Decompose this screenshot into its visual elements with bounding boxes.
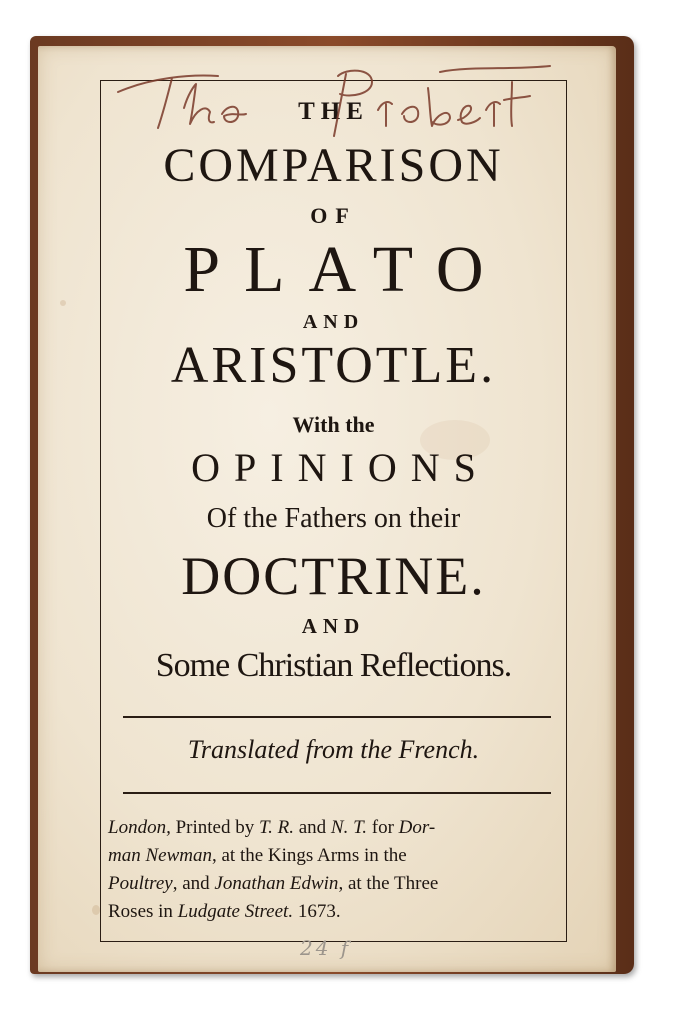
imprint-date: 1673. bbox=[293, 901, 341, 922]
title-the: THE bbox=[298, 98, 369, 125]
imprint-line-3 bbox=[108, 870, 556, 898]
imprint-text: for bbox=[367, 817, 399, 838]
foxing-spot bbox=[60, 300, 66, 306]
subtitle-doctrine: DOCTRINE. bbox=[181, 546, 486, 606]
imprint-place: Poultrey bbox=[108, 873, 173, 894]
imprint-printer: N. T. bbox=[330, 817, 368, 838]
imprint-text: and bbox=[293, 817, 331, 838]
subtitle-fathers: Of the Fathers on their bbox=[206, 503, 461, 534]
translated-note: Translated from the French. bbox=[187, 735, 480, 764]
imprint bbox=[108, 814, 556, 926]
foxing-spot bbox=[92, 905, 100, 915]
pencil-annotation: 24 f bbox=[300, 936, 352, 960]
title-aristotle: ARISTOTLE. bbox=[170, 337, 497, 394]
subtitle-opinions: OPINIONS bbox=[191, 445, 490, 490]
imprint-bookseller: man Newman bbox=[108, 845, 212, 866]
title-comparison: COMPARISON bbox=[163, 139, 504, 192]
imprint-line-1 bbox=[108, 814, 556, 842]
imprint-printer: T. R. bbox=[258, 817, 294, 838]
imprint-bookseller: Dor- bbox=[398, 817, 436, 838]
divider-rule bbox=[123, 716, 551, 718]
imprint-line-4 bbox=[108, 898, 556, 926]
title-plato: PLATO bbox=[183, 233, 508, 306]
imprint-text: , and bbox=[172, 873, 215, 894]
title-and-1: AND bbox=[302, 311, 365, 333]
subtitle-and-2: AND bbox=[301, 614, 366, 638]
divider-rule bbox=[123, 792, 551, 794]
subtitle-reflections: Some Christian Reflections. bbox=[155, 647, 512, 684]
imprint-place: Ludgate Street. bbox=[177, 901, 294, 922]
title-of: OF bbox=[310, 203, 357, 228]
imprint-text: , at the Kings Arms in the bbox=[211, 845, 407, 866]
imprint-bookseller: Jonathan Edwin bbox=[214, 873, 339, 894]
imprint-text: Printed by bbox=[170, 817, 259, 838]
imprint-text: Roses in bbox=[108, 901, 178, 922]
imprint-text: , at the Three bbox=[338, 873, 439, 894]
imprint-place: London, bbox=[108, 817, 171, 838]
imprint-line-2 bbox=[108, 842, 556, 870]
subtitle-with-the: With the bbox=[292, 412, 375, 437]
